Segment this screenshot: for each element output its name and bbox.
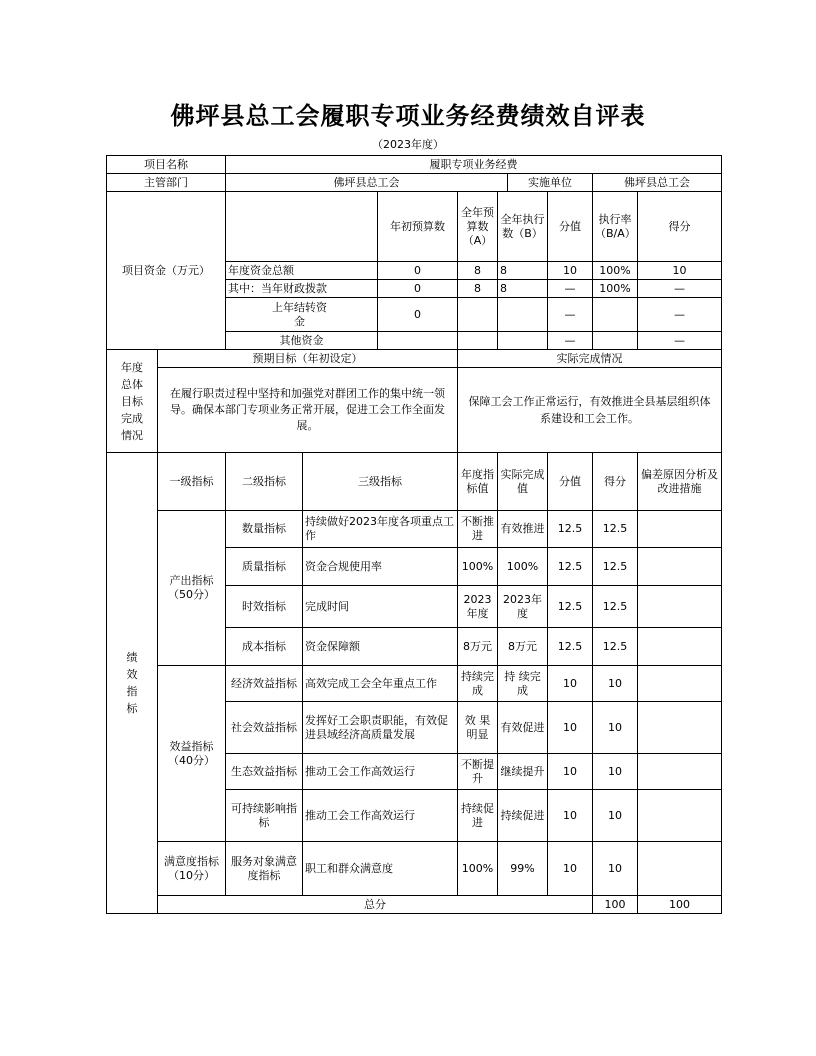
executing-unit-label: 实施单位 [508, 174, 593, 192]
funds-row-executed [498, 298, 548, 332]
total-score-value: 100 [593, 896, 638, 914]
indicator-level3: 职工和群众满意度 [303, 842, 458, 896]
indicator-level3: 推动工会工作高效运行 [303, 790, 458, 842]
indicator-deviation [638, 702, 722, 754]
indicator-actual: 有效推进 [498, 511, 548, 548]
indicator-actual: 有效促进 [498, 702, 548, 754]
indicator-score: 10 [593, 790, 638, 842]
funds-header-score: 得分 [638, 192, 722, 262]
funds-row-score-value: — [548, 280, 593, 298]
indicator-row [107, 511, 722, 548]
funds-row-rate: 100% [593, 262, 638, 280]
document-title: 佛坪县总工会履职专项业务经费绩效自评表 [170, 101, 646, 130]
indicator-target: 不断推进 [458, 511, 498, 548]
project-name-row [107, 156, 722, 174]
document-year: （2023年度） [372, 138, 444, 151]
indicator-level3: 资金保障额 [303, 628, 458, 666]
indicator-actual: 99% [498, 842, 548, 896]
indicator-group-label: 效益指标（40分） [158, 666, 226, 842]
funds-row-score-value: — [548, 298, 593, 332]
funds-row-score: — [638, 280, 722, 298]
indicator-level2: 时效指标 [226, 586, 303, 628]
funds-row-initial: 0 [378, 298, 458, 332]
indicator-target: 100% [458, 548, 498, 586]
executing-unit-value: 佛坪县总工会 [593, 174, 722, 192]
indicator-actual: 2023年度 [498, 586, 548, 628]
indicator-actual: 持续促进 [498, 790, 548, 842]
indicator-actual: 持 续完成 [498, 666, 548, 702]
funds-header-annual: 全年预算数（A） [458, 192, 498, 262]
indicator-score: 10 [593, 842, 638, 896]
indicator-target: 2023年度 [458, 586, 498, 628]
total-score: 100 [638, 896, 722, 914]
goals-label-cell [107, 350, 158, 453]
indicator-level2: 经济效益指标 [226, 666, 303, 702]
perf-label-cell [107, 453, 158, 914]
indicator-score: 12.5 [593, 548, 638, 586]
total-label: 总分 [158, 896, 593, 914]
perf-header-row [107, 453, 722, 511]
department-label: 主管部门 [107, 174, 226, 192]
funds-row-annual [458, 298, 498, 332]
perf-header-actual: 实际完成值 [498, 453, 548, 511]
funds-row-label [226, 298, 378, 332]
actual-result-label: 实际完成情况 [458, 350, 722, 368]
indicator-target: 效 果明显 [458, 702, 498, 754]
funds-label: 项目资金（万元） [107, 192, 226, 350]
funds-header-executed: 全年执行数（B） [498, 192, 548, 262]
indicator-score: 10 [593, 666, 638, 702]
indicator-level2: 质量指标 [226, 548, 303, 586]
indicator-row [107, 842, 722, 896]
perf-header-score-value: 分值 [548, 453, 593, 511]
indicator-score: 12.5 [593, 511, 638, 548]
funds-row-label: 年度资金总额 [226, 262, 378, 280]
funds-header-rate: 执行率（B/A） [593, 192, 638, 262]
project-name-value: 履职专项业务经费 [226, 156, 722, 174]
total-row [107, 896, 722, 914]
indicator-score-value: 10 [548, 842, 593, 896]
indicator-deviation [638, 511, 722, 548]
funds-header-score-value: 分值 [548, 192, 593, 262]
indicator-level3: 高效完成工会全年重点工作 [303, 666, 458, 702]
indicator-score: 12.5 [593, 628, 638, 666]
indicator-actual: 8万元 [498, 628, 548, 666]
indicator-deviation [638, 754, 722, 790]
indicator-deviation [638, 628, 722, 666]
indicator-score: 10 [593, 702, 638, 754]
indicator-target: 不断提升 [458, 754, 498, 790]
funds-row-label: 其中：当年财政拨款 [226, 280, 378, 298]
expected-goal-text: 在履行职责过程中坚持和加强党对群团工作的集中统一领导。确保本部门专项业务正常开展，促进工会工作全面发展。 [158, 368, 458, 453]
goals-header-row [107, 350, 722, 368]
goals-label: 年度总体目标完成情况 [121, 360, 143, 442]
indicator-score-value: 12.5 [548, 548, 593, 586]
indicator-deviation [638, 586, 722, 628]
indicator-level3: 完成时间 [303, 586, 458, 628]
indicator-score: 12.5 [593, 586, 638, 628]
indicator-level3: 资金合规使用率 [303, 548, 458, 586]
indicator-level2: 社会效益指标 [226, 702, 303, 754]
indicator-target: 持续完成 [458, 666, 498, 702]
indicator-deviation [638, 666, 722, 702]
indicator-score-value: 10 [548, 790, 593, 842]
funds-row-score: 10 [638, 262, 722, 280]
indicator-deviation [638, 548, 722, 586]
indicator-level2: 生态效益指标 [226, 754, 303, 790]
perf-header-level1: 一级指标 [158, 453, 226, 511]
funds-row-initial: 0 [378, 280, 458, 298]
department-value: 佛坪县总工会 [226, 174, 508, 192]
indicator-score-value: 12.5 [548, 511, 593, 548]
indicator-target: 持续促进 [458, 790, 498, 842]
indicator-level2: 可持续影响指标 [226, 790, 303, 842]
indicator-score: 10 [593, 754, 638, 790]
funds-row-score: — [638, 298, 722, 332]
indicator-actual: 100% [498, 548, 548, 586]
perf-label: 绩效指标 [126, 651, 138, 715]
funds-row-score-value: 10 [548, 262, 593, 280]
funds-row-initial: 0 [378, 262, 458, 280]
indicator-score-value: 10 [548, 666, 593, 702]
project-name-label: 项目名称 [107, 156, 226, 174]
indicator-score-value: 10 [548, 754, 593, 790]
evaluation-table [106, 155, 722, 914]
indicator-score-value: 10 [548, 702, 593, 754]
funds-row-rate [593, 332, 638, 350]
indicator-group-label: 满意度指标（10分） [158, 842, 226, 896]
indicator-target: 8万元 [458, 628, 498, 666]
funds-row-annual [458, 332, 498, 350]
indicator-level2: 数量指标 [226, 511, 303, 548]
funds-header-row [107, 192, 722, 262]
perf-header-level2: 二级指标 [226, 453, 303, 511]
goals-content-row [107, 368, 722, 453]
indicator-level2: 服务对象满意度指标 [226, 842, 303, 896]
funds-row-initial [378, 332, 458, 350]
indicator-row [107, 666, 722, 702]
perf-header-level3: 三级指标 [303, 453, 458, 511]
funds-header-initial: 年初预算数 [378, 192, 458, 262]
funds-row-label: 其他资金 [226, 332, 378, 350]
indicator-level3: 发挥好工会职责职能，有效促进县域经济高质量发展 [303, 702, 458, 754]
funds-row-score-value: — [548, 332, 593, 350]
indicator-score-value: 12.5 [548, 586, 593, 628]
department-row [107, 174, 722, 192]
funds-header-blank [226, 192, 378, 262]
indicator-level2: 成本指标 [226, 628, 303, 666]
perf-header-score: 得分 [593, 453, 638, 511]
indicator-actual: 继续提升 [498, 754, 548, 790]
expected-goal-label: 预期目标（年初设定） [158, 350, 458, 368]
indicator-deviation [638, 842, 722, 896]
funds-row-annual: 8 [458, 262, 498, 280]
funds-row-executed [498, 332, 548, 350]
perf-header-target: 年度指标值 [458, 453, 498, 511]
indicator-target: 100% [458, 842, 498, 896]
indicator-group-label: 产出指标（50分） [158, 511, 226, 666]
funds-row-rate: 100% [593, 280, 638, 298]
funds-row-executed: 8 [498, 262, 548, 280]
funds-row-score: — [638, 332, 722, 350]
funds-row-executed: 8 [498, 280, 548, 298]
indicator-score-value: 12.5 [548, 628, 593, 666]
indicator-level3: 持续做好2023年度各项重点工作 [303, 511, 458, 548]
funds-row-annual: 8 [458, 280, 498, 298]
perf-header-deviation: 偏差原因分析及改进措施 [638, 453, 722, 511]
actual-result-text: 保障工会工作正常运行，有效推进全县基层组织体系建设和工会工作。 [458, 368, 722, 453]
funds-row-rate [593, 298, 638, 332]
indicator-level3: 推动工会工作高效运行 [303, 754, 458, 790]
indicator-deviation [638, 790, 722, 842]
funds-row-label-text: 上年结转资金 [272, 300, 327, 328]
